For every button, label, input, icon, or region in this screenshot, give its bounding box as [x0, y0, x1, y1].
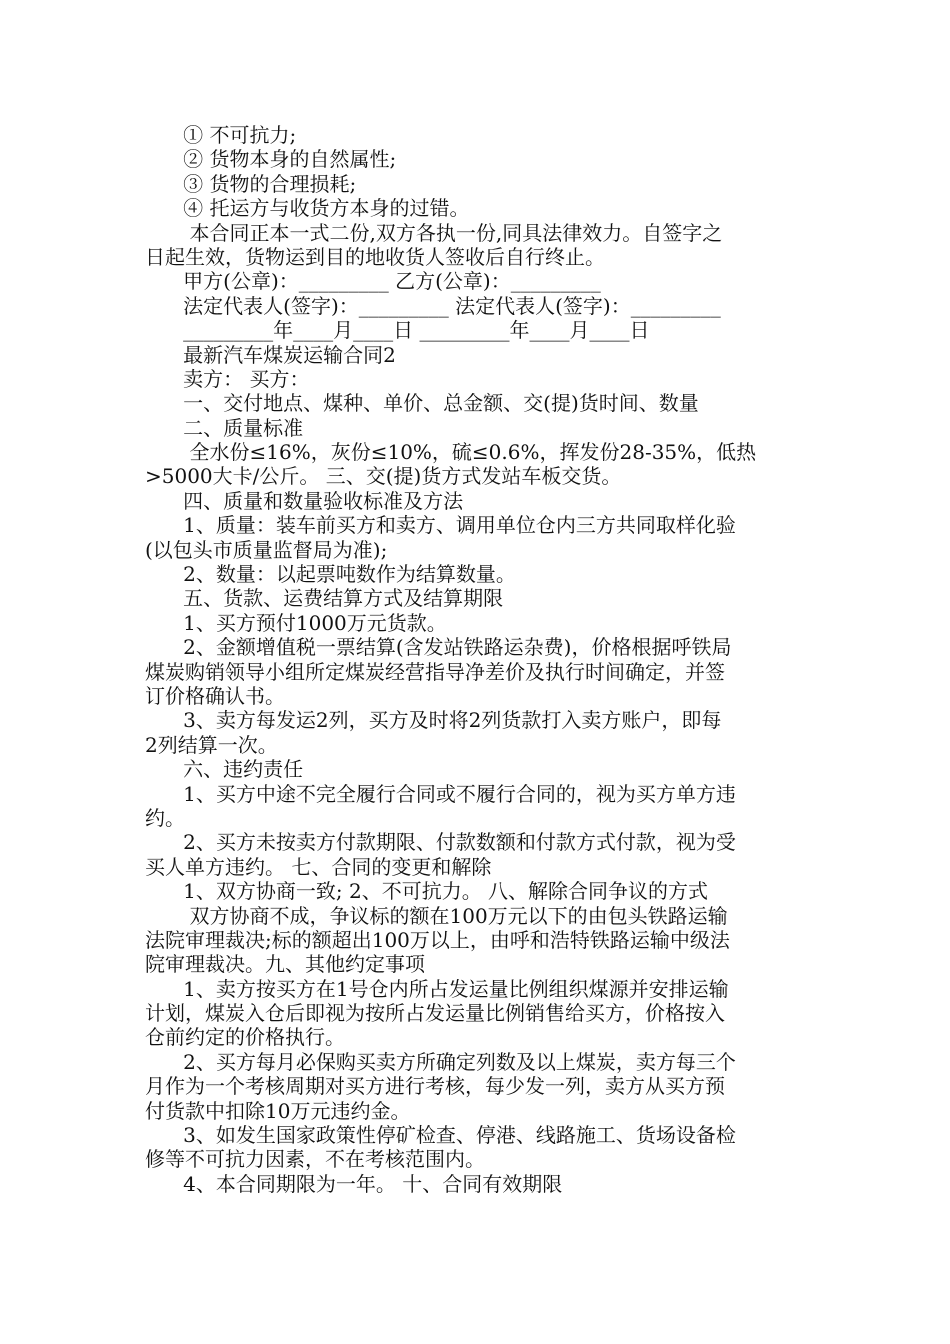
text-line: _________年____月____日 _________年____月____日 [145, 318, 650, 343]
text-line: 本合同正本一式二份,双方各执一份,同具法律效力。自签字之 [145, 220, 723, 245]
text-line: 1、买方预付1000万元货款。 [145, 610, 447, 635]
text-line: 3、如发生国家政策性停矿检查、停港、线路施工、货场设备检 [145, 1123, 736, 1148]
text-line: 双方协商不成，争议标的额在100万元以下的由包头铁路运输 [145, 903, 728, 928]
text-line: 2、买方未按卖方付款期限、付款数额和付款方式付款，视为受 [145, 830, 736, 855]
text-line: 煤炭购销领导小组所定煤炭经营指导净差价及执行时间确定，并签 [145, 659, 725, 684]
text-line: 约。 [145, 805, 185, 830]
text-line: 日起生效，货物运到目的地收货人签收后自行终止。 [145, 244, 605, 269]
text-line: 卖方： 买方： [145, 366, 310, 391]
text-line: 修等不可抗力因素，不在考核范围内。 [145, 1147, 485, 1172]
text-line: 订价格确认书。 [145, 683, 285, 708]
text-line: 3、卖方每发运2列，买方及时将2列货款打入卖方账户，即每 [145, 708, 722, 733]
text-line: 1、质量：装车前买方和卖方、调用单位仓内三方共同取样化验 [145, 513, 736, 538]
text-line: 2、数量：以起票吨数作为结算数量。 [145, 562, 516, 587]
text-line: 法院审理裁决;标的额超出100万以上，由呼和浩特铁路运输中级法 [145, 927, 730, 952]
text-line: >5000大卡/公斤。 三、交(提)货方式发站车板交货。 [145, 464, 622, 489]
section-heading: 六、违约责任 [145, 757, 304, 782]
text-line: ① 不可抗力; [145, 123, 297, 147]
section-title: 最新汽车煤炭运输合同2 [145, 342, 396, 367]
text-line: 2、金额增值税一票结算(含发站铁路运杂费)，价格根据呼铁局 [145, 635, 732, 660]
text-line: ④ 托运方与收货方本身的过错。 [145, 196, 470, 221]
section-heading: 一、交付地点、煤种、单价、总金额、交(提)货时间、数量 [145, 391, 699, 416]
text-line: 全水份≤16%，灰份≤10%，硫≤0.6%，挥发份28-35%，低热 [145, 440, 757, 465]
text-line: 2、买方每月必保购买卖方所确定列数及以上煤炭，卖方每三个 [145, 1049, 736, 1074]
text-line: 甲方(公章)：_________ 乙方(公章)：_________ [145, 269, 601, 294]
text-line: 院审理裁决。九、其他约定事项 [145, 952, 425, 977]
text-line: 法定代表人(签字)：_________ 法定代表人(签字)：_________ [145, 293, 721, 318]
section-heading: 四、质量和数量验收标准及方法 [145, 488, 464, 513]
section-heading: 二、质量标准 [145, 415, 304, 440]
text-line: 1、双方协商一致; 2、不可抗力。 八、解除合同争议的方式 [145, 879, 709, 904]
text-line: ② 货物本身的自然属性; [145, 147, 397, 172]
text-line: 付货款中扣除10万元违约金。 [145, 1098, 411, 1123]
section-heading: 五、货款、运费结算方式及结算期限 [145, 586, 504, 611]
text-line: 月作为一个考核周期对买方进行考核，每少发一列，卖方从买方预 [145, 1074, 725, 1099]
text-line: 1、买方中途不完全履行合同或不履行合同的，视为买方单方违 [145, 781, 736, 806]
text-line: 仓前约定的价格执行。 [145, 1025, 345, 1050]
text-line: 1、卖方按买方在1号仓内所占发运量比例组织煤源并安排运输 [145, 976, 729, 1001]
text-line: ③ 货物的合理损耗; [145, 171, 357, 196]
text-line: 计划，煤炭入仓后即视为按所占发运量比例销售给买方，价格按入 [145, 1001, 725, 1026]
text-line: 4、本合同期限为一年。 十、合同有效期限 [145, 1171, 563, 1196]
contract-text-body [145, 123, 809, 1196]
text-line: (以包头市质量监督局为准); [145, 537, 388, 562]
text-line: 2列结算一次。 [145, 732, 278, 757]
text-line: 买人单方违约。 七、合同的变更和解除 [145, 854, 492, 879]
